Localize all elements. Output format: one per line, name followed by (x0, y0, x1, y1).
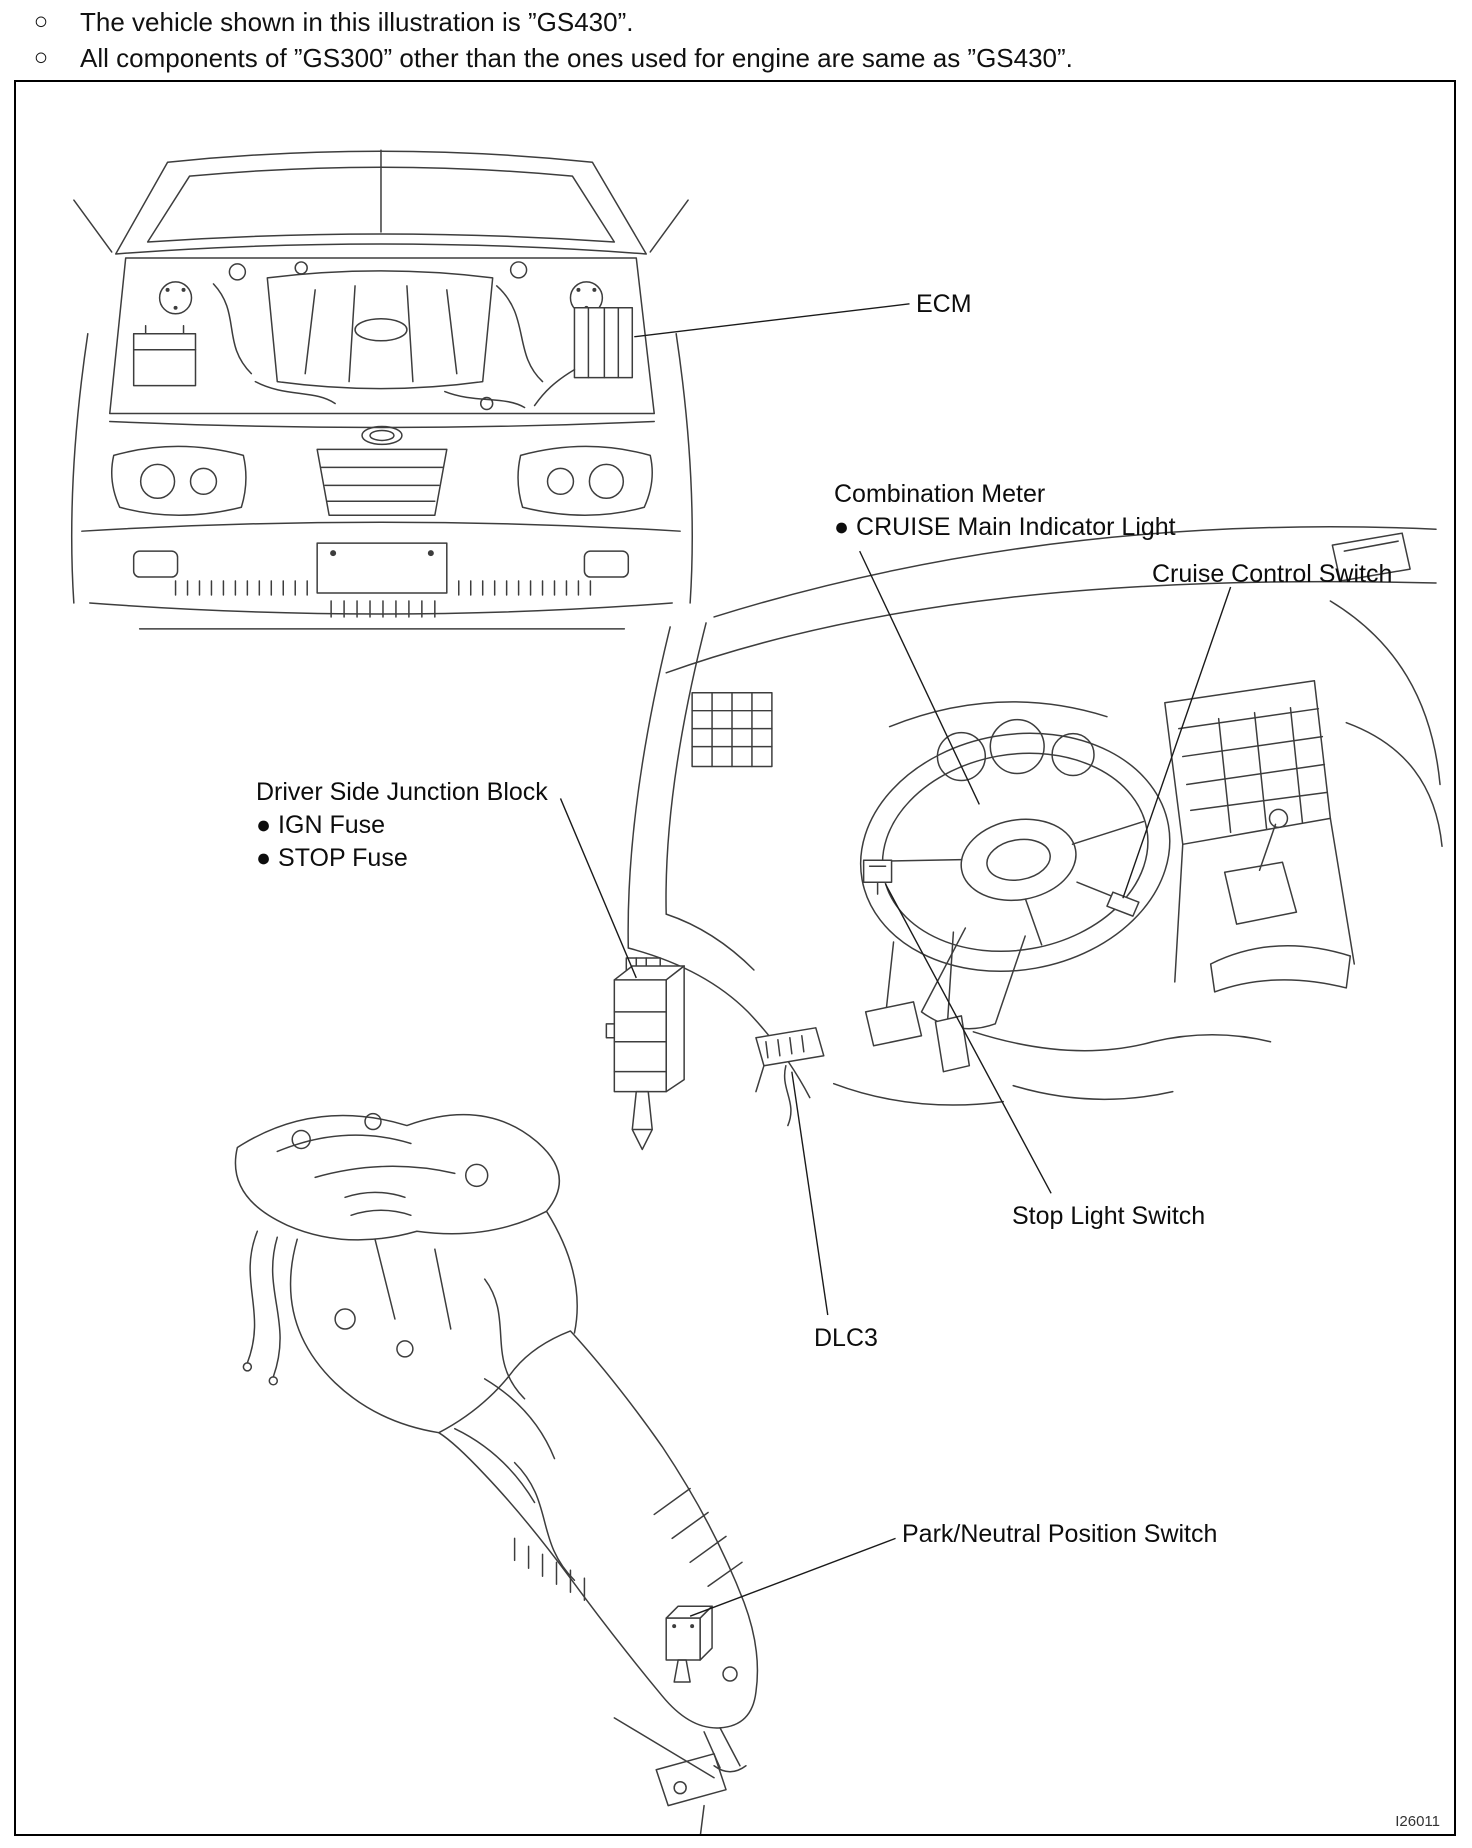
label-combination-meter-title: Combination Meter (834, 480, 1046, 508)
component-location-figure (14, 80, 1456, 1836)
label-stop-fuse: ● STOP Fuse (256, 844, 408, 872)
label-stop-light-switch: Stop Light Switch (1012, 1202, 1206, 1230)
junction-block-component (606, 958, 684, 1149)
label-ign-fuse: ● IGN Fuse (256, 811, 386, 839)
circle-bullet-icon: ○ (33, 8, 49, 35)
ecm-component (535, 308, 633, 406)
label-ecm: ECM (916, 290, 972, 318)
note-text: All components of ”GS300” other than the ones used for engine are same as ”GS430”. (80, 43, 1073, 73)
figure-id: I26011 (1395, 1813, 1440, 1830)
leader-ecm (634, 304, 909, 337)
engine-transmission-drawing (235, 1114, 757, 1834)
note-item (0, 40, 1472, 76)
leader-cruise-control-switch (1123, 587, 1231, 898)
label-cruise-control-switch: Cruise Control Switch (1152, 560, 1393, 588)
label-dlc3: DLC3 (814, 1324, 878, 1352)
circle-bullet-icon: ○ (33, 44, 49, 71)
note-text: The vehicle shown in this illustration is ”GS430”. (80, 7, 634, 37)
dlc3-component (756, 1028, 824, 1126)
header-notes (0, 4, 1472, 76)
leader-junction-block (560, 798, 636, 978)
note-item (0, 4, 1472, 40)
dashboard-drawing (606, 527, 1442, 1150)
label-cruise-main-indicator-light: ● CRUISE Main Indicator Light (834, 513, 1176, 541)
car-front-drawing (72, 150, 693, 629)
label-park-neutral-position-switch: Park/Neutral Position Switch (902, 1520, 1218, 1548)
steering-wheel (842, 709, 1189, 995)
label-junction-block-title: Driver Side Junction Block (256, 778, 548, 806)
label-combination-meter (834, 478, 1176, 544)
park-neutral-switch-component (666, 1606, 712, 1682)
line-art (16, 82, 1454, 1834)
label-junction-block (256, 776, 548, 875)
leader-dlc3 (792, 1072, 828, 1315)
